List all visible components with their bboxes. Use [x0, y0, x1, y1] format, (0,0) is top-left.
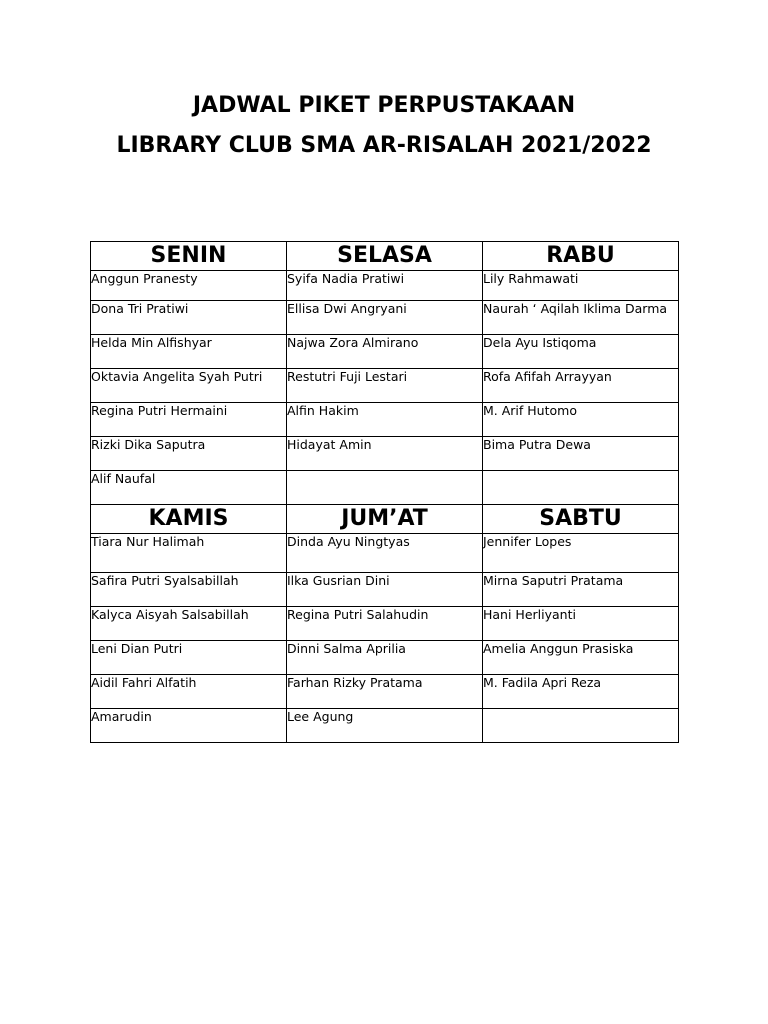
document-subtitle: LIBRARY CLUB SMA AR-RISALAH 2021/2022 [116, 133, 652, 158]
name-cell: Najwa Zora Almirano [287, 335, 483, 369]
name-cell: Tiara Nur Halimah [91, 534, 287, 573]
name-cell: Restutri Fuji Lestari [287, 369, 483, 403]
table-row [91, 471, 679, 505]
name-cell: Hani Herliyanti [483, 607, 679, 641]
table-row [91, 641, 679, 675]
name-cell: Anggun Pranesty [91, 271, 287, 301]
name-cell: Aidil Fahri Alfatih [91, 675, 287, 709]
name-cell: Ellisa Dwi Angryani [287, 301, 483, 335]
name-cell: Alfin Hakim [287, 403, 483, 437]
name-cell: Regina Putri Salahudin [287, 607, 483, 641]
table-row [91, 607, 679, 641]
table-row [91, 335, 679, 369]
table-row [91, 403, 679, 437]
name-cell: Farhan Rizky Pratama [287, 675, 483, 709]
name-cell [483, 471, 679, 505]
name-cell: Alif Naufal [91, 471, 287, 505]
name-cell: Naurah ‘ Aqilah Iklima Darma [483, 301, 679, 335]
name-cell: Helda Min Alfishyar [91, 335, 287, 369]
name-cell: Lee Agung [287, 709, 483, 743]
name-cell: Amelia Anggun Prasiska [483, 641, 679, 675]
name-cell: Dinda Ayu Ningtyas [287, 534, 483, 573]
table-row [91, 369, 679, 403]
day-header-row [91, 505, 679, 534]
table-row [91, 573, 679, 607]
name-cell: Bima Putra Dewa [483, 437, 679, 471]
name-cell: Dona Tri Pratiwi [91, 301, 287, 335]
day-header-jumat: JUM’AT [287, 505, 483, 534]
day-header-selasa: SELASA [287, 242, 483, 271]
day-header-senin: SENIN [91, 242, 287, 271]
table-row [91, 437, 679, 471]
day-header-sabtu: SABTU [483, 505, 679, 534]
name-cell [483, 709, 679, 743]
name-cell: Leni Dian Putri [91, 641, 287, 675]
name-cell: Dinni Salma Aprilia [287, 641, 483, 675]
table-row [91, 534, 679, 573]
name-cell: Lily Rahmawati [483, 271, 679, 301]
name-cell: Jennifer Lopes [483, 534, 679, 573]
name-cell: Amarudin [91, 709, 287, 743]
day-header-kamis: KAMIS [91, 505, 287, 534]
name-cell: Oktavia Angelita Syah Putri [91, 369, 287, 403]
duty-schedule-table [90, 241, 679, 743]
name-cell: M. Arif Hutomo [483, 403, 679, 437]
day-header-row [91, 242, 679, 271]
name-cell: Syifa Nadia Pratiwi [287, 271, 483, 301]
name-cell: Rizki Dika Saputra [91, 437, 287, 471]
name-cell: Rofa Afifah Arrayyan [483, 369, 679, 403]
name-cell: M. Fadila Apri Reza [483, 675, 679, 709]
day-header-rabu: RABU [483, 242, 679, 271]
name-cell [287, 471, 483, 505]
name-cell: Ilka Gusrian Dini [287, 573, 483, 607]
name-cell: Safira Putri Syalsabillah [91, 573, 287, 607]
table-row [91, 675, 679, 709]
table-row [91, 301, 679, 335]
document-title: JADWAL PIKET PERPUSTAKAAN [192, 93, 576, 118]
name-cell: Mirna Saputri Pratama [483, 573, 679, 607]
name-cell: Regina Putri Hermaini [91, 403, 287, 437]
name-cell: Kalyca Aisyah Salsabillah [91, 607, 287, 641]
name-cell: Hidayat Amin [287, 437, 483, 471]
table-row [91, 709, 679, 743]
table-row [91, 271, 679, 301]
name-cell: Dela Ayu Istiqoma [483, 335, 679, 369]
